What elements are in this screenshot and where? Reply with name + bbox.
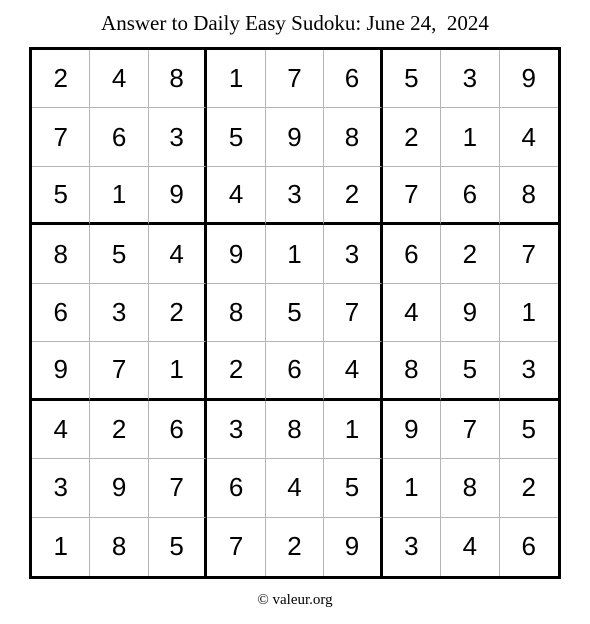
sudoku-cell: 2: [266, 518, 324, 576]
sudoku-cell: 5: [324, 459, 382, 517]
sudoku-cell: 1: [500, 284, 558, 342]
sudoku-cell: 1: [207, 50, 265, 108]
sudoku-cell: 4: [324, 342, 382, 400]
sudoku-cell: 3: [149, 108, 207, 166]
sudoku-cell: 3: [32, 459, 90, 517]
sudoku-cell: 4: [500, 108, 558, 166]
sudoku-cell: 8: [266, 401, 324, 459]
sudoku-cell: 2: [500, 459, 558, 517]
sudoku-cell: 1: [90, 167, 148, 225]
sudoku-cell: 3: [266, 167, 324, 225]
sudoku-cell: 6: [521, 531, 536, 562]
sudoku-cell: 3: [383, 518, 441, 576]
sudoku-cell: 6: [149, 401, 207, 459]
sudoku-cell: 9: [441, 284, 499, 342]
sudoku-cell: 4: [441, 518, 499, 576]
sudoku-cell: 8: [383, 342, 441, 400]
sudoku-cell: 8: [500, 167, 558, 225]
sudoku-cell: 6: [441, 167, 499, 225]
sudoku-cell: 6: [90, 108, 148, 166]
sudoku-cell: 7: [383, 167, 441, 225]
sudoku-cell: 8: [441, 459, 499, 517]
sudoku-cell: 9: [32, 342, 90, 400]
sudoku-cell: 5: [500, 401, 558, 459]
sudoku-cell: 8: [207, 284, 265, 342]
sudoku-cell: 6: [207, 459, 265, 517]
sudoku-cell: 5: [266, 284, 324, 342]
sudoku-cell: 4: [90, 50, 148, 108]
sudoku-cell: 7: [266, 50, 324, 108]
sudoku-cell: 3: [207, 401, 265, 459]
sudoku-cell: 5: [32, 167, 90, 225]
sudoku-cell: 9: [266, 108, 324, 166]
sudoku-cell: 7: [207, 518, 265, 576]
sudoku-cell: 2: [441, 225, 499, 283]
sudoku-cell: 6: [32, 284, 90, 342]
sudoku-cell: 3: [500, 342, 558, 400]
sudoku-cell: 6: [266, 342, 324, 400]
sudoku-cell: 8: [32, 225, 90, 283]
sudoku-cell: 8: [324, 108, 382, 166]
sudoku-cell: 7: [90, 342, 148, 400]
sudoku-cell: 1: [324, 401, 382, 459]
sudoku-cell: 9: [149, 167, 207, 225]
sudoku-cell: 1: [149, 342, 207, 400]
sudoku-cell: 1: [383, 459, 441, 517]
sudoku-cell: 1: [32, 518, 90, 576]
sudoku-cell: 8: [149, 50, 207, 108]
sudoku-cell: 5: [383, 50, 441, 108]
sudoku-cell: 9: [324, 518, 382, 576]
sudoku-cell: 4: [149, 225, 207, 283]
sudoku-cell: 4: [266, 459, 324, 517]
sudoku-cell: 7: [500, 225, 558, 283]
sudoku-cell: 6: [383, 225, 441, 283]
sudoku-cell: 5: [149, 518, 207, 576]
sudoku-cell: 7: [324, 284, 382, 342]
sudoku-cell: 5: [441, 342, 499, 400]
sudoku-cell: 5: [207, 108, 265, 166]
sudoku-cell: 4: [207, 167, 265, 225]
sudoku-cell: 9: [90, 459, 148, 517]
sudoku-cell: 2: [32, 50, 90, 108]
sudoku-cell: 7: [32, 108, 90, 166]
sudoku-cell: 1: [266, 225, 324, 283]
sudoku-cell: 2: [90, 401, 148, 459]
sudoku-cell: 7: [149, 459, 207, 517]
sudoku-cell: 8: [90, 518, 148, 576]
sudoku-cell: 6: [324, 50, 382, 108]
sudoku-cell: 7: [441, 401, 499, 459]
sudoku-cell: 2: [324, 167, 382, 225]
sudoku-grid: [29, 47, 561, 579]
sudoku-cell: 3: [441, 50, 499, 108]
sudoku-cell: 9: [500, 50, 558, 108]
sudoku-cell: 1: [441, 108, 499, 166]
sudoku-cell: 4: [32, 401, 90, 459]
page-title: Answer to Daily Easy Sudoku: June 24, 2024: [101, 11, 489, 35]
sudoku-cell: 4: [383, 284, 441, 342]
sudoku-cell: 5: [90, 225, 148, 283]
sudoku-cell: 3: [90, 284, 148, 342]
sudoku-cell: 3: [324, 225, 382, 283]
sudoku-cell: 9: [383, 401, 441, 459]
sudoku-cell: 9: [207, 225, 265, 283]
copyright-footer: © valeur.org: [257, 592, 333, 608]
sudoku-cell: 2: [207, 342, 265, 400]
sudoku-cell: 2: [383, 108, 441, 166]
sudoku-cell: 2: [149, 284, 207, 342]
